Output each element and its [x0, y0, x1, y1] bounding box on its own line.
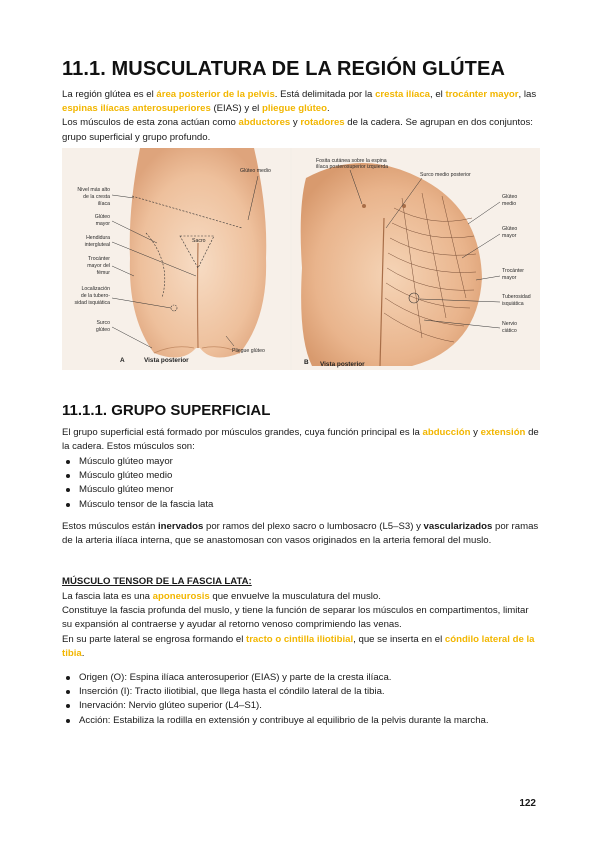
figure-illustration	[62, 148, 540, 370]
label-intergluteal-2: intergluteal	[84, 242, 110, 248]
list-item: Acción: Estabiliza la rodilla en extensión y contribuye al equilibrio de la pelvis durante la marcha.	[62, 714, 489, 728]
label-trochanter-b-1: Trocánter	[502, 268, 525, 274]
section-paragraph-1	[62, 426, 540, 454]
label-fosita-1: Fosita cutánea sobre la espina	[316, 158, 387, 164]
label-gluteus-medius-b-1: Glúteo	[502, 194, 518, 200]
label-sacrum: Sacro	[192, 238, 206, 244]
highlight-term: cóndilo lateral de la tibia	[62, 633, 535, 659]
label-trochanter-3: fémur	[96, 270, 110, 276]
text-run: Estos músculos están	[62, 521, 158, 532]
bold-term: inervados	[157, 521, 204, 532]
label-surco-medio: Surco medio posterior	[420, 172, 471, 178]
text-run: por ramos del plexo sacro o lumbosacro (L5–S3) y	[203, 521, 424, 532]
label-iliac-crest-2: de la cresta	[83, 194, 110, 200]
label-ischial-b-2: isquiática	[502, 301, 524, 307]
page-title: 11.1. MUSCULATURA DE LA REGIÓN GLÚTEA	[62, 58, 505, 80]
label-gluteal-sulcus-2: glúteo	[95, 327, 110, 333]
text-run: Constituye la fascia profunda del muslo, y tiene la función de separar los músculos en compartimentos, limitar su expansión al contraerse y ayudar al retorno venoso comprimiendo las venas.	[62, 605, 529, 631]
label-trochanter-b-2: mayor	[502, 275, 517, 281]
caption-letter-b: B	[304, 359, 309, 366]
bold-term: vascularizados	[423, 521, 493, 532]
text-run: y	[470, 427, 481, 438]
highlight-term: cresta ilíaca	[375, 89, 431, 100]
label-gluteus-maximus-1: Glúteo	[94, 214, 110, 220]
list-item: Músculo glúteo mayor	[62, 455, 213, 469]
text-run: Los músculos de esta zona actúan como	[62, 117, 239, 129]
label-gluteal-fold: Pliegue glúteo	[232, 348, 265, 354]
list-item: Inervación: Nervio glúteo superior (L4–S1).	[62, 699, 489, 713]
list-item: Inserción (I): Tracto iliotibial, que llega hasta el cóndilo lateral de la tibia.	[62, 685, 489, 699]
caption-b: Vista posterior	[320, 361, 365, 368]
highlight-term: espinas ilíacas anterosuperiores	[62, 103, 211, 115]
label-sciatic-2: ciático	[502, 328, 517, 334]
tensor-details-list	[62, 671, 489, 728]
label-trochanter-2: mayor del	[87, 263, 110, 269]
text-run: y	[290, 117, 301, 129]
label-gluteus-maximus-2: mayor	[95, 221, 110, 227]
text-run: , que se inserta en el	[353, 633, 445, 645]
highlight-term: abductores	[238, 117, 291, 129]
subsection-title: MÚSCULO TENSOR DE LA FASCIA LATA:	[62, 576, 252, 587]
highlight-term: tracto o cintilla iliotibial	[246, 633, 354, 645]
text-run: , las	[518, 89, 537, 100]
text-run: de la cadera. Se agrupan en dos conjuntos: grupo superficial y grupo profundo.	[62, 117, 533, 143]
page-number: 122	[519, 798, 536, 809]
text-run: .	[81, 647, 85, 659]
list-item: Músculo glúteo medio	[62, 469, 213, 483]
intergluteal-cleft-a	[198, 243, 199, 348]
label-trochanter-1: Trocánter	[87, 256, 110, 262]
label-iliac-crest-3: ilíaca	[97, 201, 110, 207]
label-ischial-2: de la tubero-	[80, 293, 110, 299]
highlight-term: trocánter mayor	[445, 89, 519, 100]
text-run: . Está delimitada por la	[274, 89, 376, 100]
gluteal-anatomy-figure	[62, 148, 540, 370]
label-iliac-crest-1: Nivel más alto	[77, 187, 110, 193]
muscle-list	[62, 455, 213, 512]
label-ischial-b-1: Tuberosidad	[502, 294, 531, 300]
list-item: Origen (O): Espina ilíaca anterosuperior (EIAS) y parte de la cresta ilíaca.	[62, 671, 489, 685]
tensor-paragraph	[62, 590, 540, 661]
label-intergluteal-1: Hendidura	[86, 235, 110, 241]
text-run: La región glútea es el	[62, 89, 157, 100]
section-title: 11.1.1. GRUPO SUPERFICIAL	[62, 402, 271, 419]
text-run: La fascia lata es una	[62, 591, 153, 602]
text-run: de la cadera. Estos músculos son:	[62, 427, 539, 453]
label-gluteus-maximus-b-1: Glúteo	[502, 226, 518, 232]
highlight-term: abducción	[422, 427, 471, 438]
list-item: Músculo tensor de la fascia lata	[62, 498, 213, 512]
highlight-term: área posterior de la pelvis	[156, 89, 275, 100]
text-run: que envuelve la musculatura del muslo.	[209, 591, 381, 602]
caption-letter-a: A	[120, 357, 125, 364]
list-item: Músculo glúteo menor	[62, 483, 213, 497]
label-ischial-3: sidad isquiática	[74, 300, 110, 306]
text-run: En su parte lateral se engrosa formando el	[62, 633, 246, 645]
label-gluteus-maximus-b-2: mayor	[502, 233, 517, 239]
text-run: , el	[430, 89, 446, 100]
label-fosita-2: ilíaca posterosuperior izquierda	[316, 164, 389, 170]
label-ischial-1: Localización	[81, 286, 110, 292]
text-run: .	[327, 103, 330, 115]
text-run: por ramas de la arteria ilíaca interna, que se anastomosan con vasos originados en la arteria femoral del muslo.	[62, 521, 539, 547]
label-gluteus-medius-a: Glúteo medio	[240, 168, 271, 174]
label-gluteus-medius-b-2: medio	[502, 201, 517, 207]
text-run: (EIAS) y el	[210, 103, 262, 115]
caption-a: Vista posterior	[144, 357, 189, 364]
section-paragraph-2	[62, 520, 540, 548]
highlight-term: rotadores	[300, 117, 345, 129]
highlight-term: aponeurosis	[152, 591, 210, 602]
dimple-left	[362, 204, 366, 208]
intro-paragraph	[62, 88, 540, 145]
label-gluteal-sulcus-1: Surco	[96, 320, 110, 326]
highlight-term: extensión	[480, 427, 526, 438]
label-sciatic-1: Nervio	[502, 321, 517, 327]
highlight-term: pliegue glúteo	[261, 103, 327, 115]
text-run: El grupo superficial está formado por músculos grandes, cuya función principal es la	[62, 427, 423, 438]
